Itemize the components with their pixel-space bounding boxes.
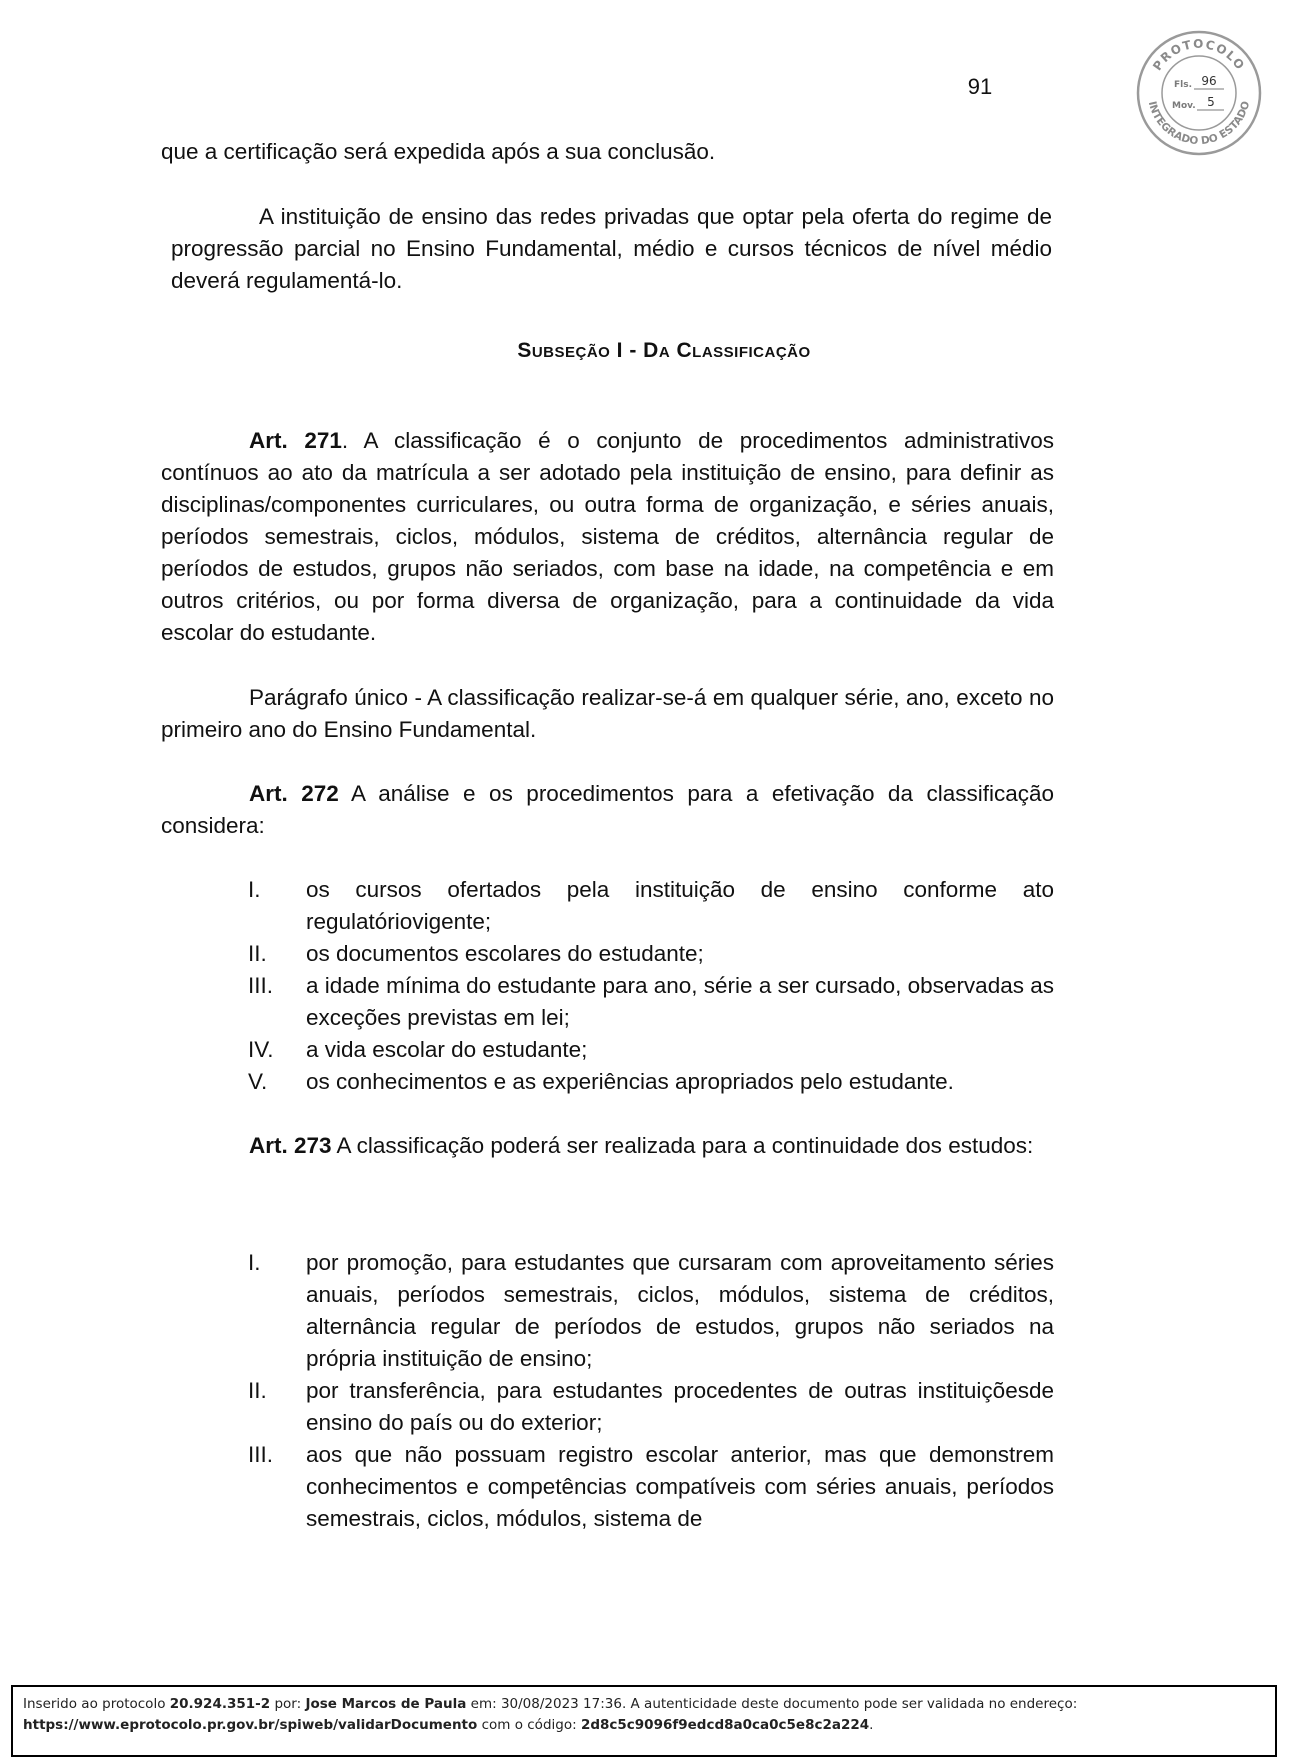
authentication-footer	[11, 1685, 1277, 1757]
list-text: a idade mínima do estudante para ano, série a ser cursado, observadas as exceções previstas em lei;	[306, 973, 1054, 1030]
list-article-272	[248, 874, 1054, 1098]
article-273	[161, 1130, 1054, 1162]
list-number: II.	[248, 1378, 267, 1403]
list-text: os cursos ofertados pela instituição de ensino conforme ato regulatóriovigente;	[306, 877, 1054, 934]
list-text: aos que não possuam registro escolar anterior, mas que demonstrem conhecimentos e competências compatíveis com séries anuais, períodos semestrais, ciclos, módulos, sistema de	[306, 1442, 1054, 1531]
list-number: III.	[248, 973, 274, 998]
protocol-stamp	[1134, 28, 1264, 158]
list-item	[248, 1247, 1054, 1375]
list-text: os conhecimentos e as experiências apropriados pelo estudante.	[306, 1069, 954, 1094]
list-number: I.	[248, 1250, 261, 1275]
stamp-seal	[1134, 28, 1264, 158]
footer-text: .	[869, 1717, 874, 1733]
protocol-number: 20.924.351-2	[169, 1696, 271, 1712]
article-text: A análise e os procedimentos para a efetivação da classificação considera:	[161, 781, 1054, 838]
list-item	[248, 874, 1054, 938]
article-label: Art. 272	[249, 781, 339, 806]
paragrafo-unico	[161, 682, 1054, 746]
validation-url[interactable]: https://www.eprotocolo.pr.gov.br/spiweb/validarDocumento	[23, 1717, 478, 1733]
validation-code: 2d8c5c9096f9edcd8a0ca0c5e8c2a224	[580, 1717, 870, 1733]
footer-text: com o código:	[477, 1717, 581, 1733]
paragraph-certificacao	[161, 136, 1054, 168]
list-text: a vida escolar do estudante;	[306, 1037, 588, 1062]
list-number: II.	[248, 941, 267, 966]
stamp-bottom-text: INTEGRADO DO ESTADO	[1145, 99, 1253, 148]
article-label: Art. 271	[249, 428, 342, 453]
paragraph-text: que a certificação será expedida após a sua conclusão.	[161, 139, 716, 164]
article-text: . A classificação é o conjunto de procedimentos administrativos contínuos ao ato da matrícula a ser adotado pela instituição de ensino, para definir as disciplinas/componentes curriculares, ou outra forma de organização, e séries anuais, períodos semestrais, ciclos, módulos, sistema de créditos, alternância regular de períodos de estudos, grupos não seriados, com base na idade, na competência e em outros critérios, ou por forma diversa de organização, para a continuidade da vida escolar do estudante.	[161, 428, 1054, 645]
stamp-mov-value: 5	[1207, 95, 1215, 109]
list-text: os documentos escolares do estudante;	[306, 941, 704, 966]
article-272	[161, 778, 1054, 842]
list-item	[248, 970, 1054, 1034]
list-number: V.	[248, 1069, 268, 1094]
stamp-fls-value: 96	[1201, 74, 1217, 88]
article-271	[161, 425, 1054, 649]
list-item	[248, 938, 1054, 970]
stamp-mov-label: Mov.	[1172, 101, 1196, 111]
list-number: I.	[248, 877, 261, 902]
list-item	[248, 1439, 1054, 1535]
paragraph-text: A instituição de ensino das redes privadas que optar pela oferta do regime de progressão parcial no Ensino Fundamental, médio e cursos técnicos de nível médio deverá regulamentá-lo.	[171, 204, 1052, 293]
list-item	[248, 1066, 1054, 1098]
list-number: IV.	[248, 1037, 274, 1062]
footer-text: em: 30/08/2023 17:36. A autenticidade deste documento pode ser validada no endereço:	[466, 1696, 1078, 1712]
article-label: Art. 273	[249, 1133, 332, 1158]
list-item	[248, 1034, 1054, 1066]
list-text: por promoção, para estudantes que cursaram com aproveitamento séries anuais, períodos semestrais, ciclos, módulos, sistema de créditos, alternância regular de períodos de estudos, grupos não seriados na própria instituição de ensino;	[306, 1250, 1054, 1371]
author-name: Jose Marcos de Paula	[305, 1696, 467, 1712]
list-text: por transferência, para estudantes procedentes de outras instituiçõesde ensino do país ou do exterior;	[306, 1378, 1054, 1435]
footer-text: Inserido ao protocolo	[23, 1696, 170, 1712]
section-heading: Subseção I - Da Classificação	[517, 339, 811, 362]
list-item	[248, 1375, 1054, 1439]
list-article-273	[248, 1247, 1054, 1535]
page-number: 91	[967, 74, 993, 99]
paragraph-instituicao	[171, 201, 1052, 297]
article-text: A classificação poderá ser realizada para a continuidade dos estudos:	[331, 1133, 1034, 1158]
stamp-top-text: PROTOCOLO	[1150, 37, 1248, 74]
footer-text: por:	[270, 1696, 306, 1712]
stamp-fls-label: Fls.	[1174, 80, 1193, 90]
paragraph-text: Parágrafo único - A classificação realizar-se-á em qualquer série, ano, exceto no primeiro ano do Ensino Fundamental.	[161, 685, 1054, 742]
list-number: III.	[248, 1442, 274, 1467]
